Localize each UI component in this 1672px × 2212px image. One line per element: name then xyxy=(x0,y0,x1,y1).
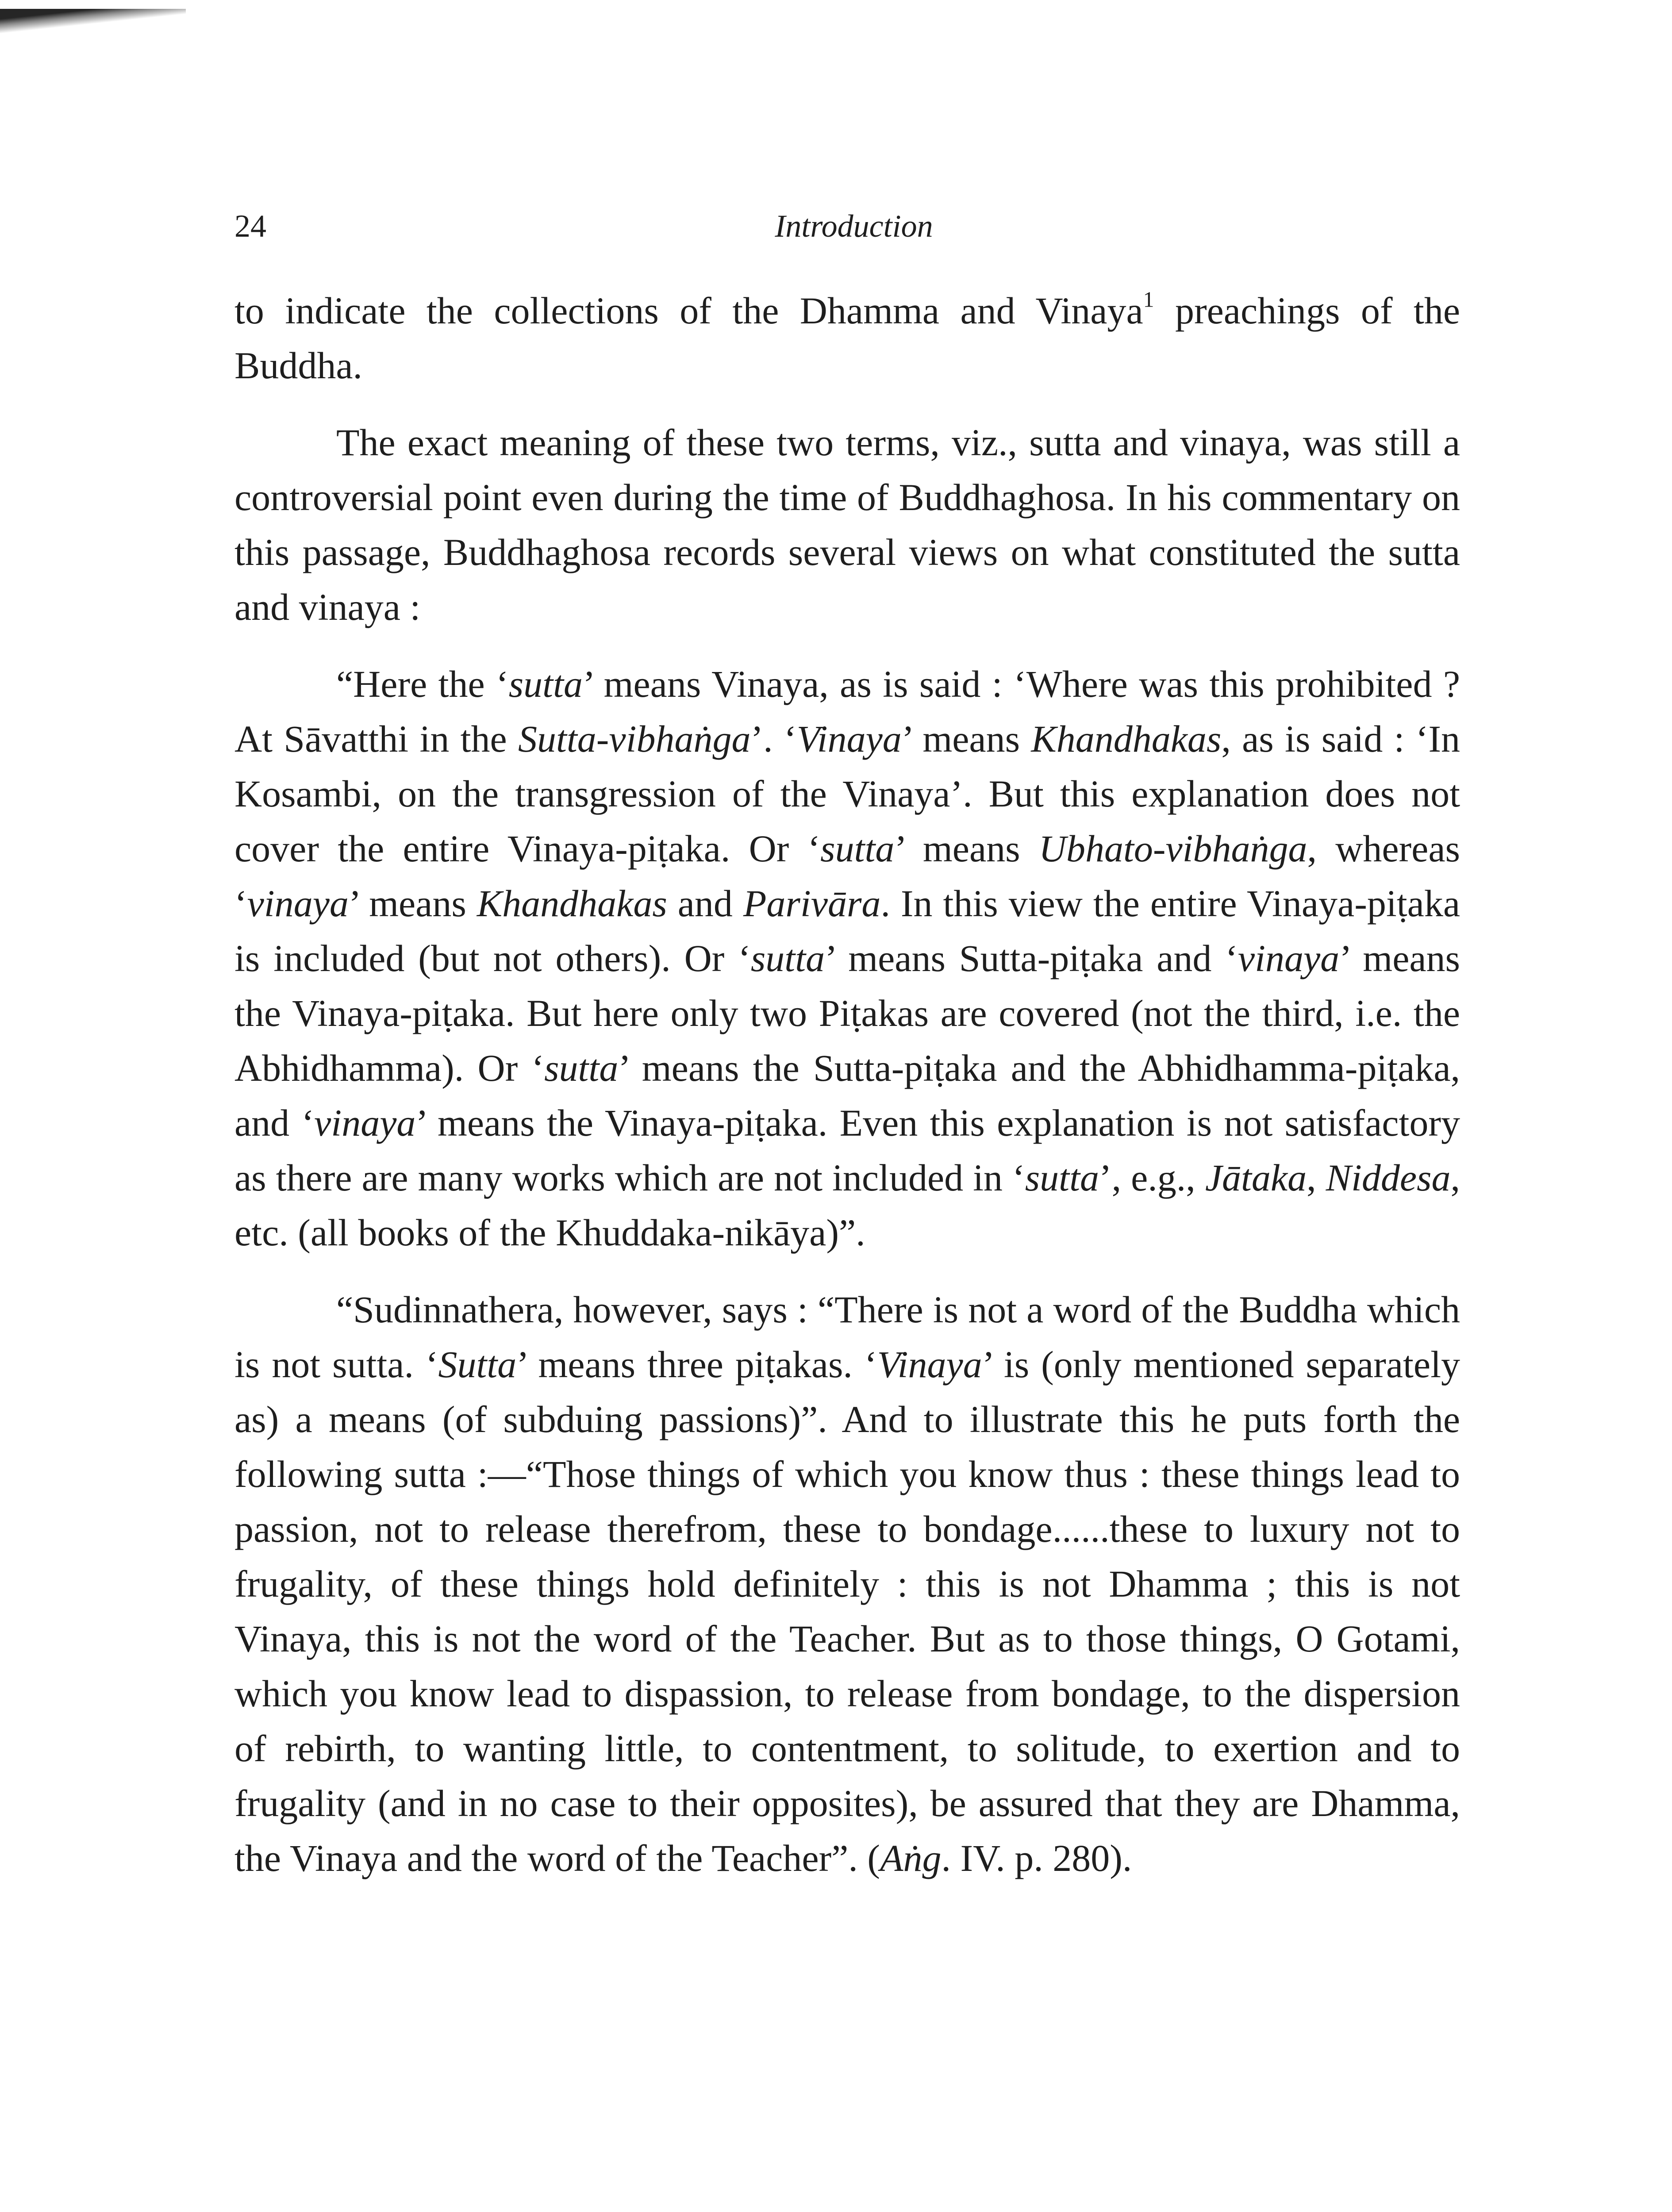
paragraph-4: “Sudinnathera, however, says : “There is not a word of the Buddha which is not sutta. ‘Sutta’ means three piṭakas. ‘Vinaya’ is (only mentioned separately as) a means (of subduing passions)”. And to illustrate this he puts forth the following sutta :—“Those things of which you know thus : these things lead to passion, not to release therefrom, these to bondage......these to luxury not to frugality, of these things hold definitely : this is not Dhamma ; this is not Vinaya, this is not the word of the Teacher. But as to those things, O Gotami, which you know lead to dispassion, to release from bondage, to the dispersion of rebirth, to wanting little, to contentment, to solitude, to exertion and to frugality (and in no case to their opposites), be assured that they are Dhamma, the Vinaya and the word of the Teacher”. (Aṅg. IV. p. 280). xyxy=(234,1288,1460,1879)
scan-edge-mark-top xyxy=(0,9,186,62)
body-text xyxy=(234,283,1460,1886)
running-head xyxy=(234,208,1473,265)
page-number: 24 xyxy=(234,208,266,244)
footnote-reference: 1 xyxy=(1143,287,1154,312)
paragraph-3: “Here the ‘sutta’ means Vinaya, as is said : ‘Where was this prohibited ? At Sāvatthi in the Sutta-vibhaṅga’. ‘Vinaya’ means Khandhakas, as is said : ‘In Kosambi, on the transgression of the Vinaya’. But this explanation does not cover the entire Vinaya-piṭaka. Or ‘sutta’ means Ubhato-vibhaṅga, whereas ‘vinaya’ means Khandhakas and Parivāra. In this view the entire Vinaya-piṭaka is included (but not others). Or ‘sutta’ means Sutta-piṭaka and ‘vinaya’ means the Vinaya-piṭaka. But here only two Piṭakas are covered (not the third, i.e. the Abhidhamma). Or ‘sutta’ means the Sutta-piṭaka and the Abhidhamma-piṭaka, and ‘vinaya’ means the Vinaya-piṭaka. Even this explanation is not satisfactory as there are many works which are not included in ‘sutta’, e.g., Jātaka, Niddesa, etc. (all books of the Khuddaka-nikāya)”. xyxy=(234,663,1461,1254)
running-head-title: Introduction xyxy=(775,208,933,244)
paragraph-2: The exact meaning of these two terms, viz., sutta and vinaya, was still a controversial point even during the time of Buddhaghosa. In his commentary on this passage, Buddhaghosa records several views on what constituted the sutta and vinaya : xyxy=(234,421,1460,628)
paragraph-1: to indicate the collections of the Dhamma and Vinaya$^1$ preachings of the Buddha. xyxy=(234,287,1460,387)
